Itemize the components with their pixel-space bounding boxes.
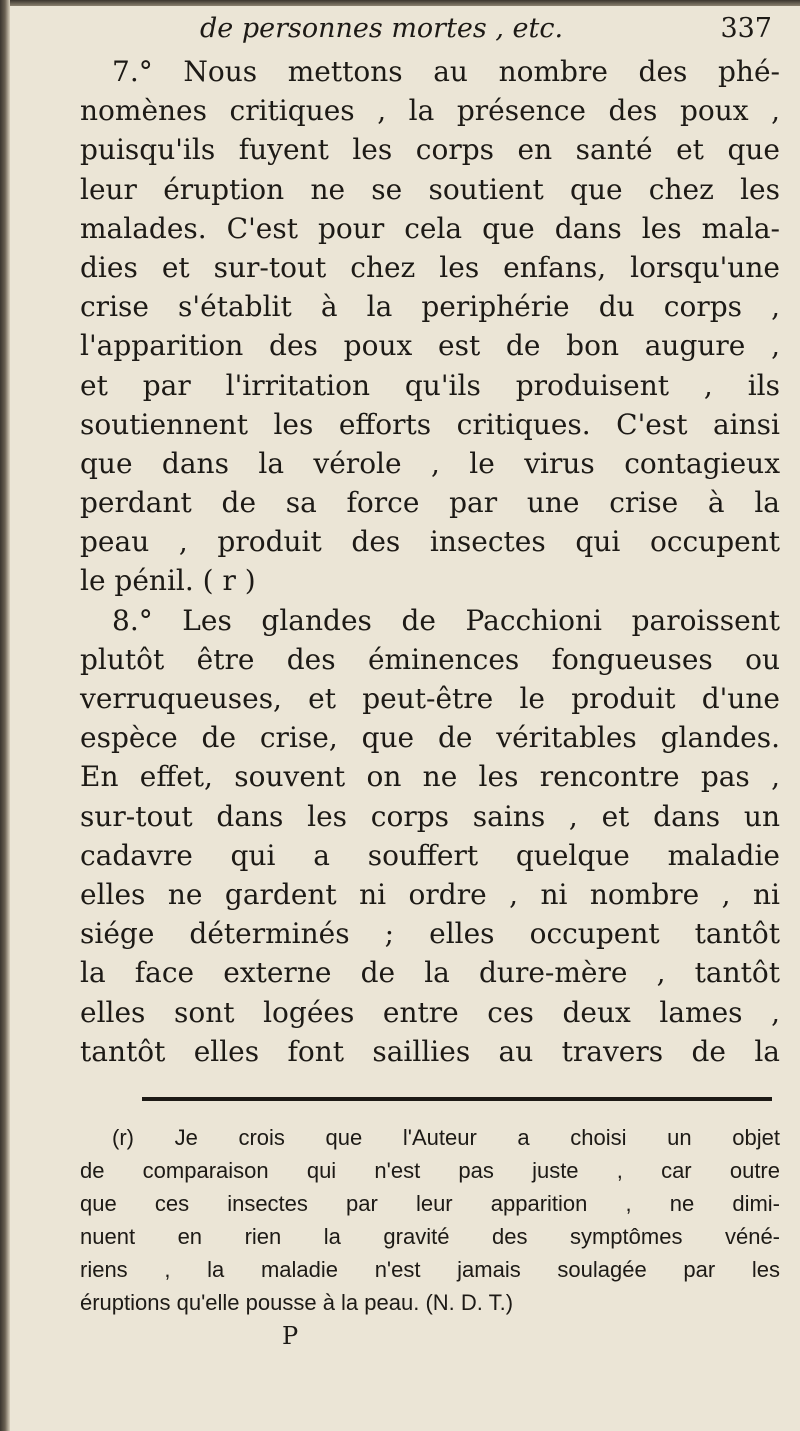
book-page <box>80 8 780 1351</box>
text-line: espèce de crise, que de véritables glandes. <box>80 721 780 755</box>
text-line: plutôt être des éminences fongueuses ou <box>80 642 780 676</box>
footnote-line: riens , la maladie n'est jamais soulagée par les <box>80 1256 780 1282</box>
text-line: 8.° Les glandes de Pacchioni paroissent <box>112 603 780 637</box>
text-line: cadavre qui a souffert quelque maladie <box>80 838 780 872</box>
footnote-line: que ces insectes par leur apparition , ne dimi- <box>80 1190 780 1216</box>
text-line: puisqu'ils fuyent les corps en santé et que <box>80 133 780 167</box>
footnote-block <box>80 1121 780 1319</box>
running-title: de personnes mortes , etc. <box>200 13 564 44</box>
text-line: la face externe de la dure-mère , tantôt <box>80 956 780 990</box>
footnote-line: (r) Je crois que l'Auteur a choisi un objet <box>112 1124 780 1150</box>
text-line: verruqueuses, et peut-être le produit d'une <box>80 682 780 715</box>
text-line: leur éruption ne se soutient que chez les <box>80 172 780 206</box>
book-gutter-shadow <box>0 0 10 1431</box>
footnote-rule <box>142 1097 772 1101</box>
text-line: elles ne gardent ni ordre , ni nombre , ni <box>80 877 780 911</box>
text-line: En effet, souvent on ne les rencontre pas , <box>80 760 780 794</box>
text-line: le pénil. ( r ) <box>80 564 256 598</box>
footnote-line: éruptions qu'elle pousse à la peau. (N. D. T.) <box>80 1289 514 1315</box>
text-line: l'apparition des poux est de bon augure , <box>80 329 780 363</box>
body-text <box>80 52 780 1071</box>
text-line: siége déterminés ; elles occupent tantôt <box>80 917 780 951</box>
footnote-line: nuent en rien la gravité des symptômes véné- <box>80 1223 780 1249</box>
page-header <box>80 8 780 50</box>
text-line: et par l'irritation qu'ils produisent , ils <box>80 368 780 402</box>
text-line: tantôt elles font saillies au travers de la <box>80 1034 780 1068</box>
text-line: elles sont logées entre ces deux lames , <box>80 995 780 1029</box>
text-line: malades. C'est pour cela que dans les mala- <box>80 211 780 245</box>
text-line: soutiennent les efforts critiques. C'est ainsi <box>80 407 780 441</box>
text-line: que dans la vérole , le virus contagieux <box>80 446 780 480</box>
footnote-line: de comparaison qui n'est pas juste , car outre <box>80 1157 780 1183</box>
page-number: 337 <box>720 13 772 44</box>
text-line: peau , produit des insectes qui occupent <box>80 525 780 559</box>
scan-edge-top <box>0 0 800 6</box>
text-line: crise s'établit à la periphérie du corps , <box>80 290 780 324</box>
signature-mark: P <box>282 1321 299 1350</box>
text-line: dies et sur-tout chez les enfans, lorsqu'une <box>80 250 780 284</box>
text-line: 7.° Nous mettons au nombre des phé- <box>112 55 780 88</box>
text-line: sur-tout dans les corps sains , et dans un <box>80 799 780 833</box>
text-line: nomènes critiques , la présence des poux , <box>80 94 780 128</box>
text-line: perdant de sa force par une crise à la <box>80 486 780 520</box>
